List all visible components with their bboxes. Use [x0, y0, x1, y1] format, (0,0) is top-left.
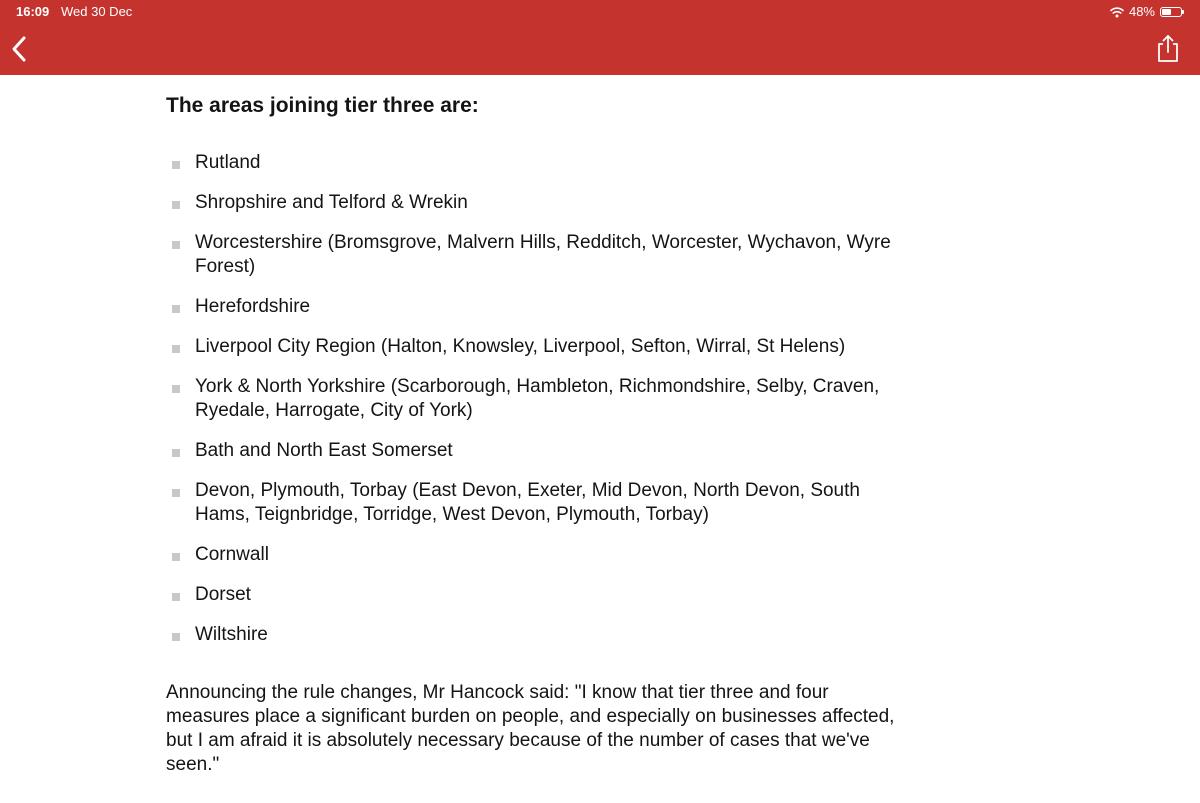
bullet-icon	[172, 305, 180, 313]
status-indicators	[1110, 4, 1182, 19]
app-header	[0, 0, 1200, 75]
battery-icon	[1160, 7, 1182, 17]
list-item	[166, 335, 896, 359]
list-item	[166, 375, 896, 423]
bullet-icon	[172, 489, 180, 497]
share-icon	[1155, 34, 1181, 64]
list-item-label: Bath and North East Somerset	[195, 440, 453, 461]
bullet-icon	[172, 161, 180, 169]
battery-level-fill	[1162, 9, 1171, 15]
share-button[interactable]	[1155, 34, 1181, 64]
hancock-quote-paragraph: Announcing the rule changes, Mr Hancock said: "I know that tier three and four measures place a significant burden on people, and especially on businesses affected, but I am afraid it is absolutely necessary because of the number of cases that we've seen."	[166, 682, 895, 775]
bullet-icon	[172, 201, 180, 209]
list-item	[166, 231, 896, 279]
status-time: 16:09	[16, 4, 50, 19]
wifi-icon	[1110, 6, 1124, 18]
bullet-icon	[172, 633, 180, 641]
list-item	[166, 583, 896, 607]
list-item-label: Shropshire and Telford & Wrekin	[195, 192, 468, 213]
section-heading: The areas joining tier three are:	[166, 94, 479, 117]
back-button[interactable]	[6, 32, 34, 66]
bullet-icon	[172, 593, 180, 601]
bullet-icon	[172, 553, 180, 561]
list-item-label: Worcestershire (Bromsgrove, Malvern Hills, Redditch, Worcester, Wychavon, Wyre Forest)	[195, 232, 891, 277]
bullet-icon	[172, 449, 180, 457]
article-body	[166, 75, 896, 777]
list-item-label: York & North Yorkshire (Scarborough, Hambleton, Richmondshire, Selby, Craven, Ryedale, Harrogate, City of York)	[195, 376, 880, 421]
battery-percentage: 48%	[1128, 4, 1155, 19]
list-item	[166, 543, 896, 567]
chevron-left-icon	[6, 32, 34, 66]
list-item	[166, 191, 896, 215]
list-item-label: Dorset	[195, 584, 251, 605]
list-item-label: Devon, Plymouth, Torbay (East Devon, Exeter, Mid Devon, North Devon, South Hams, Teignbridge, Torridge, West Devon, Plymouth, Torbay)	[195, 480, 860, 525]
list-item	[166, 295, 896, 319]
tier-three-area-list	[166, 151, 896, 647]
list-item-label: Rutland	[195, 152, 261, 173]
list-item	[166, 623, 896, 647]
list-item	[166, 151, 896, 175]
list-item-label: Herefordshire	[195, 296, 311, 317]
list-item-label: Cornwall	[195, 544, 269, 565]
bullet-icon	[172, 385, 180, 393]
list-item-label: Liverpool City Region (Halton, Knowsley, Liverpool, Sefton, Wirral, St Helens)	[195, 336, 846, 357]
list-item	[166, 479, 896, 527]
list-item	[166, 439, 896, 463]
bullet-icon	[172, 345, 180, 353]
list-item-label: Wiltshire	[195, 624, 268, 645]
bullet-icon	[172, 241, 180, 249]
status-date: Wed 30 Dec	[61, 4, 133, 19]
